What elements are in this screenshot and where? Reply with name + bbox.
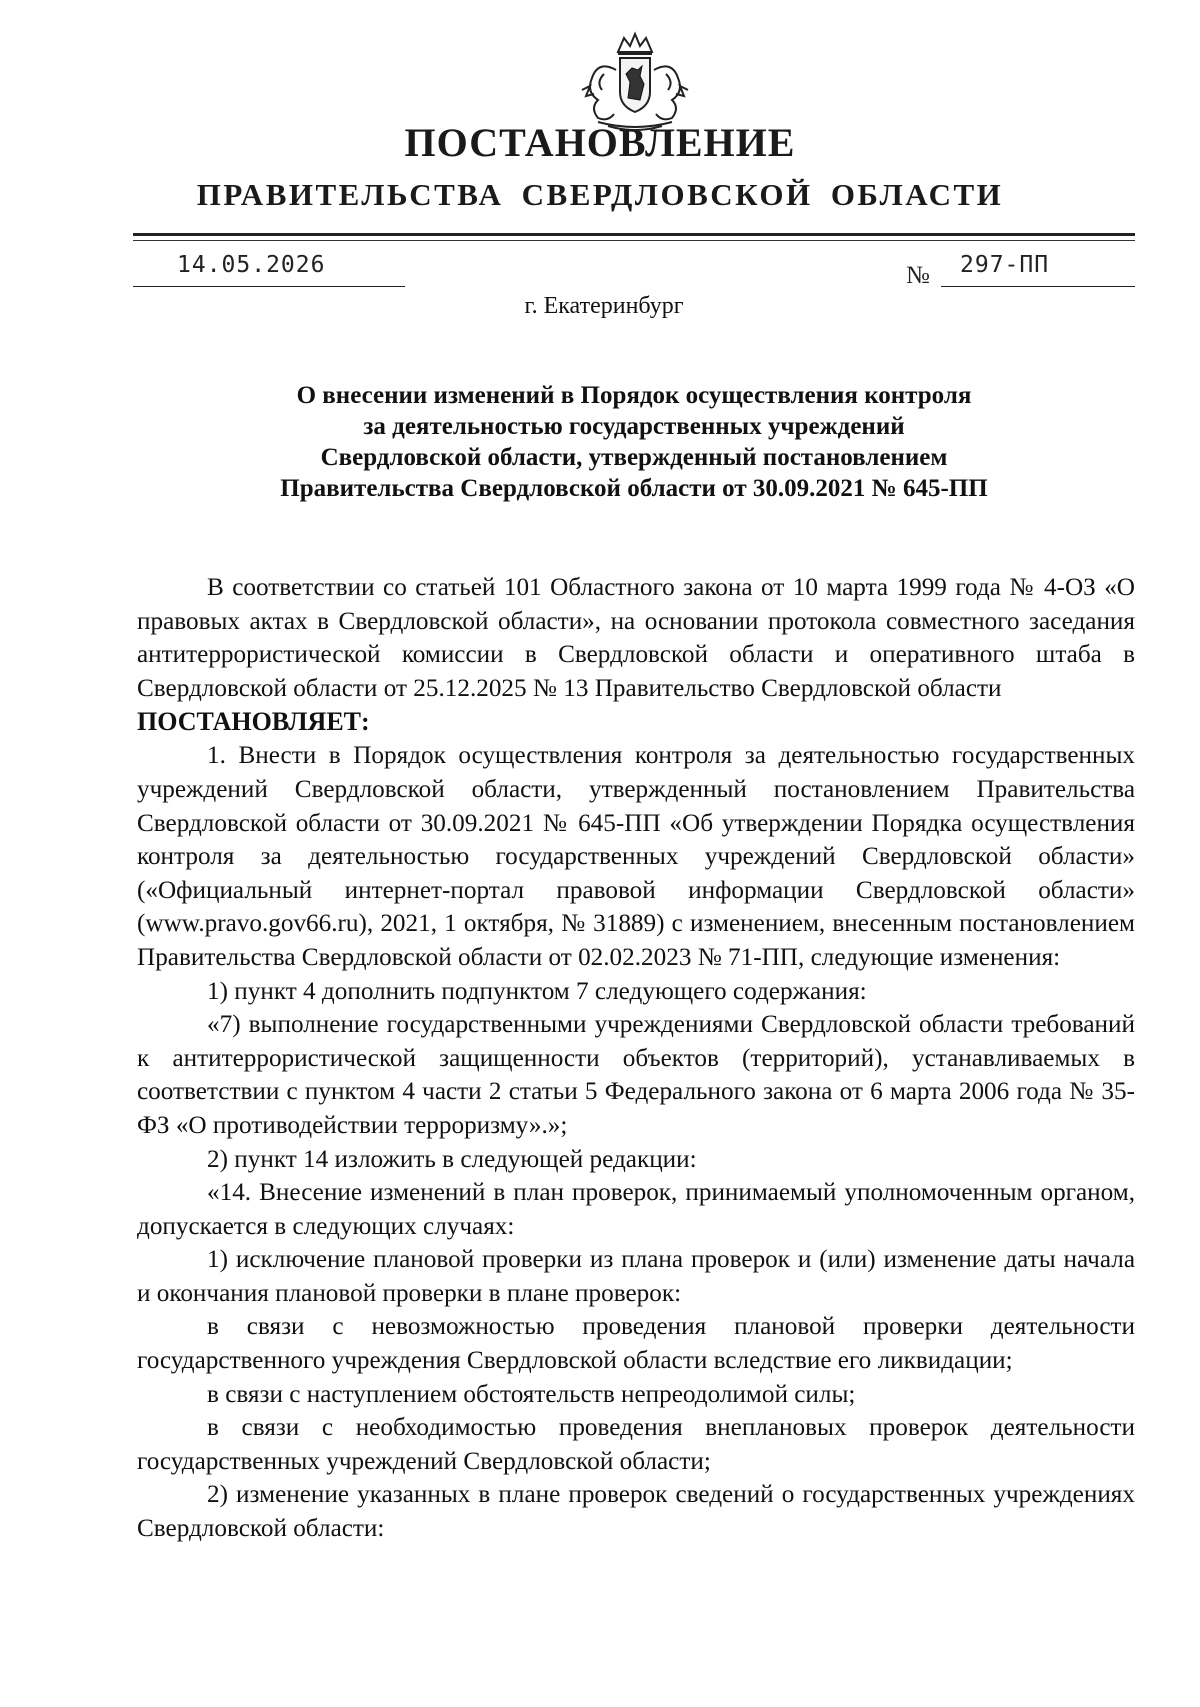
heading-line: Свердловской области, утвержденный постановлением bbox=[320, 444, 948, 471]
body-paragraph: 2) изменение указанных в плане проверок сведений о государственных учреждениях Свердловской области: bbox=[137, 1481, 1135, 1543]
body-paragraph: 1) пункт 4 дополнить подпунктом 7 следующего содержания: bbox=[207, 977, 867, 1005]
number-underline bbox=[941, 286, 1135, 287]
decree-word: ПОСТАНОВЛЯЕТ: bbox=[137, 707, 370, 737]
body-paragraph: 1. Внести в Порядок осуществления контроля за деятельностью государственных учреждений Свердловской области, утвержденный постановлением Правительства Свердловской области от 30.09.2021 № 645-ПП «Об утверждении Порядка осуществления контроля за деятельностью государственных учреждений Свердловской области» («Официальный интернет-портал правовой информации Свердловской области» (www.pravo.gov66.ru), 2021, 1 октября, № 31889) с изменением, внесенным постановлением Правительства Свердловской области от 02.02.2023 № 71-ПП, следующие изменения: bbox=[137, 742, 1135, 971]
document-heading bbox=[140, 380, 1128, 504]
document-number: 297-ПП bbox=[960, 252, 1050, 278]
heading-line: О внесении изменений в Порядок осуществления контроля bbox=[296, 382, 972, 409]
city-label: г. Екатеринбург bbox=[524, 293, 684, 319]
heading-line: Правительства Свердловской области от 30.09.2021 № 645-ПП bbox=[280, 475, 988, 502]
number-sign: № bbox=[906, 262, 930, 289]
body-paragraph: в связи с необходимостью проведения внеплановых проверок деятельности государственных учреждений Свердловской области; bbox=[137, 1414, 1135, 1475]
body-paragraph: «7) выполнение государственными учреждениями Свердловской области требований к антитеррористической защищенности объектов (территорий), устанавливаемых в соответствии с пунктом 4 части 2 статьи 5 Федерального закона от 6 марта 2006 года № 35-ФЗ «О противодействии терроризму».»; bbox=[137, 1011, 1135, 1139]
body-paragraph: в связи с наступлением обстоятельств непреодолимой силы; bbox=[207, 1380, 856, 1408]
header-divider-thin bbox=[133, 240, 1135, 241]
document-title: ПОСТАНОВЛЕНИЕ bbox=[404, 120, 796, 165]
body-paragraph: «14. Внесение изменений в план проверок, принимаемый уполномоченным органом, допускается в следующих случаях: bbox=[137, 1179, 1135, 1240]
header-divider bbox=[133, 233, 1135, 236]
body-paragraph: в связи с невозможностью проведения плановой проверки деятельности государственного учреждения Свердловской области вследствие его ликвидации; bbox=[137, 1313, 1135, 1375]
preamble-paragraph: В соответствии со статьей 101 Областного закона от 10 марта 1999 года № 4-ОЗ «О правовых актах в Свердловской области», на основании протокола совместного заседания антитеррористической комиссии в Свердловской области и оперативного штаба в Свердловской области от 25.12.2025 № 13 Правительство Свердловской области bbox=[137, 574, 1135, 702]
body-paragraph: 1) исключение плановой проверки из плана проверок и (или) изменение даты начала и окончания плановой проверки в плане проверок: bbox=[137, 1246, 1135, 1307]
document-date: 14.05.2026 bbox=[177, 252, 326, 278]
document-body bbox=[137, 571, 1135, 1546]
date-underline bbox=[133, 286, 405, 287]
heading-line: за деятельностью государственных учреждений bbox=[363, 413, 905, 440]
body-paragraph: 2) пункт 14 изложить в следующей редакции: bbox=[207, 1145, 697, 1173]
issuer-subtitle: ПРАВИТЕЛЬСТВА СВЕРДЛОВСКОЙ ОБЛАСТИ bbox=[196, 177, 1004, 212]
